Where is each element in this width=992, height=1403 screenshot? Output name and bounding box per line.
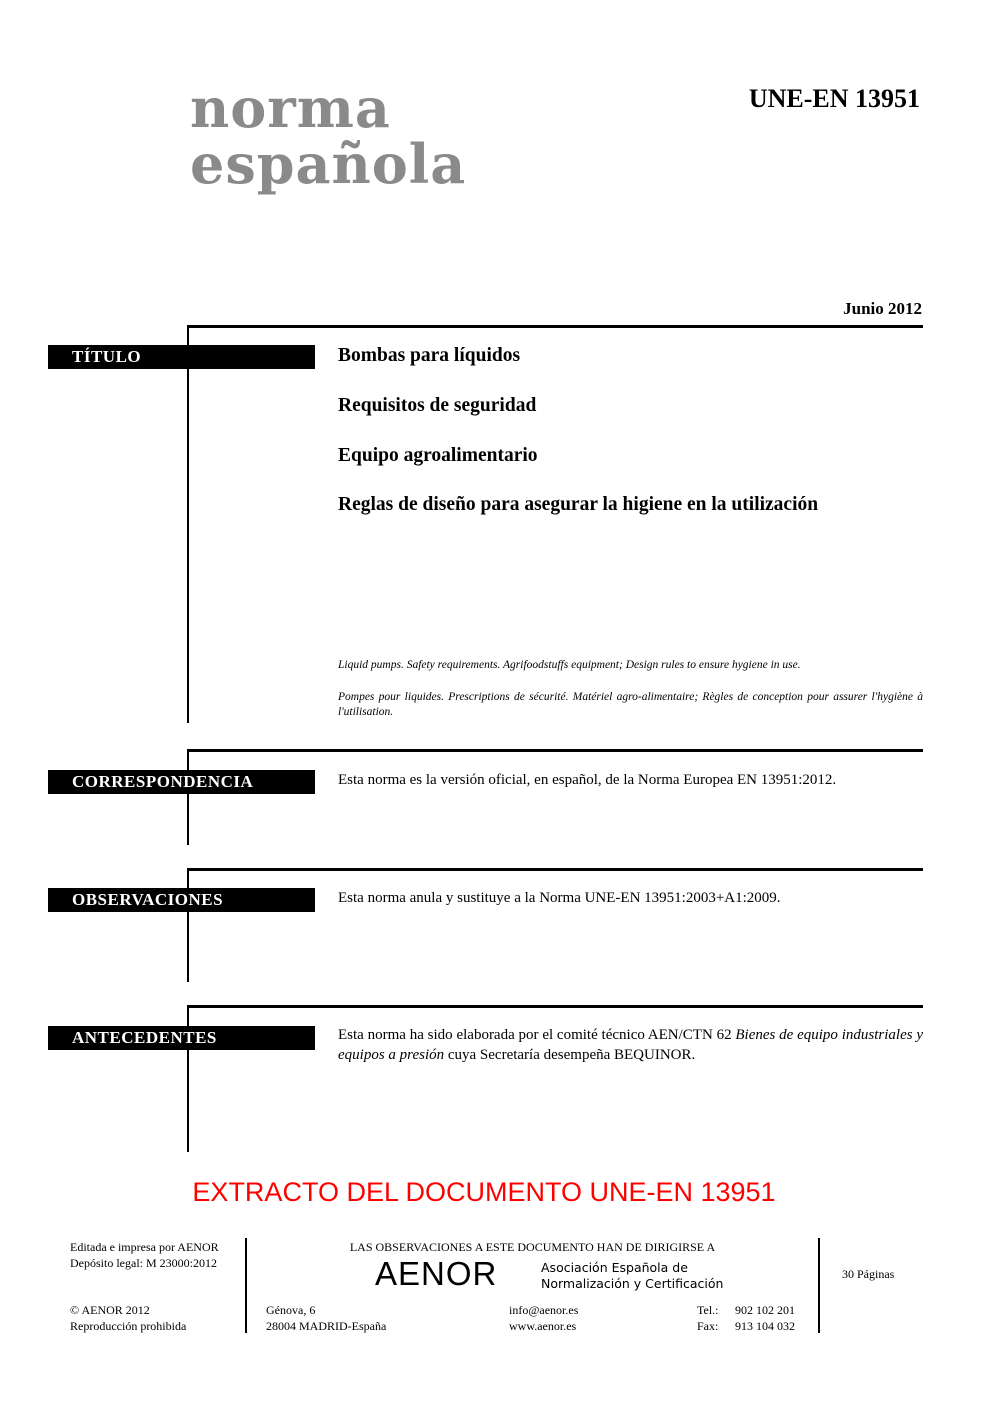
- footer-contact-web: [509, 1302, 578, 1334]
- brand-line-2: española: [190, 132, 467, 196]
- footer-edited: Editada e impresa por AENOR: [70, 1240, 219, 1254]
- label-antecedentes: ANTECEDENTES: [48, 1026, 315, 1050]
- title-line-1: Bombas para líquidos: [338, 345, 521, 366]
- antecedentes-text-end: cuya Secretaría desempeña BEQUINOR.: [444, 1047, 696, 1063]
- footer-website[interactable]: www.aenor.es: [509, 1319, 577, 1333]
- aenor-sub-line-2: Normalización y Certificación: [541, 1276, 724, 1291]
- footer-fax-label: Fax:: [697, 1319, 719, 1333]
- footer-phone-numbers: [735, 1302, 795, 1334]
- footer-email[interactable]: info@aenor.es: [509, 1303, 579, 1317]
- footer-rights: [70, 1302, 186, 1334]
- aenor-logo-subtitle: [541, 1260, 723, 1292]
- title-line-3: Equipo agroalimentario: [338, 445, 538, 466]
- footer-edition-info: [70, 1239, 219, 1271]
- footer-address: [266, 1302, 386, 1334]
- footer-observations-header: LAS OBSERVACIONES A ESTE DOCUMENTO HAN DE DIRIGIRSE A: [349, 1240, 716, 1254]
- aenor-sub-line-1: Asociación Española de: [541, 1260, 688, 1275]
- label-observaciones: OBSERVACIONES: [48, 888, 315, 912]
- publication-date: Junio 2012: [843, 299, 922, 318]
- footer-separator-right: [818, 1238, 820, 1333]
- label-titulo: TÍTULO: [48, 345, 315, 369]
- antecedentes-text-start: Esta norma ha sido elaborada por el comité técnico AEN/CTN 62: [338, 1027, 736, 1043]
- footer-phone-labels: [697, 1302, 719, 1334]
- title-line-2: Requisitos de seguridad: [338, 395, 537, 416]
- footer-separator-left: [245, 1238, 247, 1333]
- footer-copyright: © AENOR 2012: [70, 1303, 150, 1317]
- footer-fax: 913 104 032: [735, 1319, 795, 1333]
- section-vrule-correspondencia: [187, 749, 189, 845]
- section-vrule-titulo: [187, 325, 189, 723]
- antecedentes-text: [338, 1025, 923, 1065]
- title-line-4: Reglas de diseño para asegurar la higiene en la utilización: [338, 494, 819, 515]
- footer-tel-label: Tel.:: [697, 1303, 719, 1317]
- brand-title: [190, 76, 467, 196]
- footer-deposit: Depósito legal: M 23000:2012: [70, 1256, 217, 1270]
- standard-code: UNE-EN 13951: [748, 84, 920, 113]
- section-divider-antecedentes: [188, 1005, 923, 1008]
- section-divider-titulo: [188, 325, 923, 328]
- antecedentes-committee-name: Bienes de equipo industriales y equipos a presión: [338, 1027, 924, 1063]
- footer-page-count: 30 Páginas: [842, 1267, 895, 1281]
- footer-reproduction: Reproducción prohibida: [70, 1319, 187, 1333]
- extract-notice: EXTRACTO DEL DOCUMENTO UNE-EN 13951: [192, 1177, 776, 1207]
- footer-address-line-1: Génova, 6: [266, 1303, 316, 1317]
- section-divider-observaciones: [188, 868, 923, 871]
- observaciones-text: Esta norma anula y sustituye a la Norma UNE-EN 13951:2003+A1:2009.: [338, 890, 781, 906]
- section-divider-correspondencia: [188, 749, 923, 752]
- aenor-logo: AENOR: [375, 1255, 498, 1292]
- correspondencia-text: Esta norma es la versión oficial, en español, de la Norma Europea EN 13951:2012.: [338, 772, 837, 788]
- footer-address-line-2: 28004 MADRID-España: [266, 1319, 387, 1333]
- brand-line-1: norma: [190, 76, 391, 140]
- title-english: Liquid pumps. Safety requirements. Agrifoodstuffs equipment; Design rules to ensure hygiene in use.: [338, 659, 801, 671]
- title-french: Pompes pour liquides. Prescriptions de sécurité. Matériel agro-alimentaire; Règles de conception pour assurer l'hygiène à l'utilisation.: [338, 691, 923, 718]
- section-vrule-observaciones: [187, 868, 189, 982]
- footer-tel: 902 102 201: [735, 1303, 795, 1317]
- label-correspondencia: CORRESPONDENCIA: [48, 770, 315, 794]
